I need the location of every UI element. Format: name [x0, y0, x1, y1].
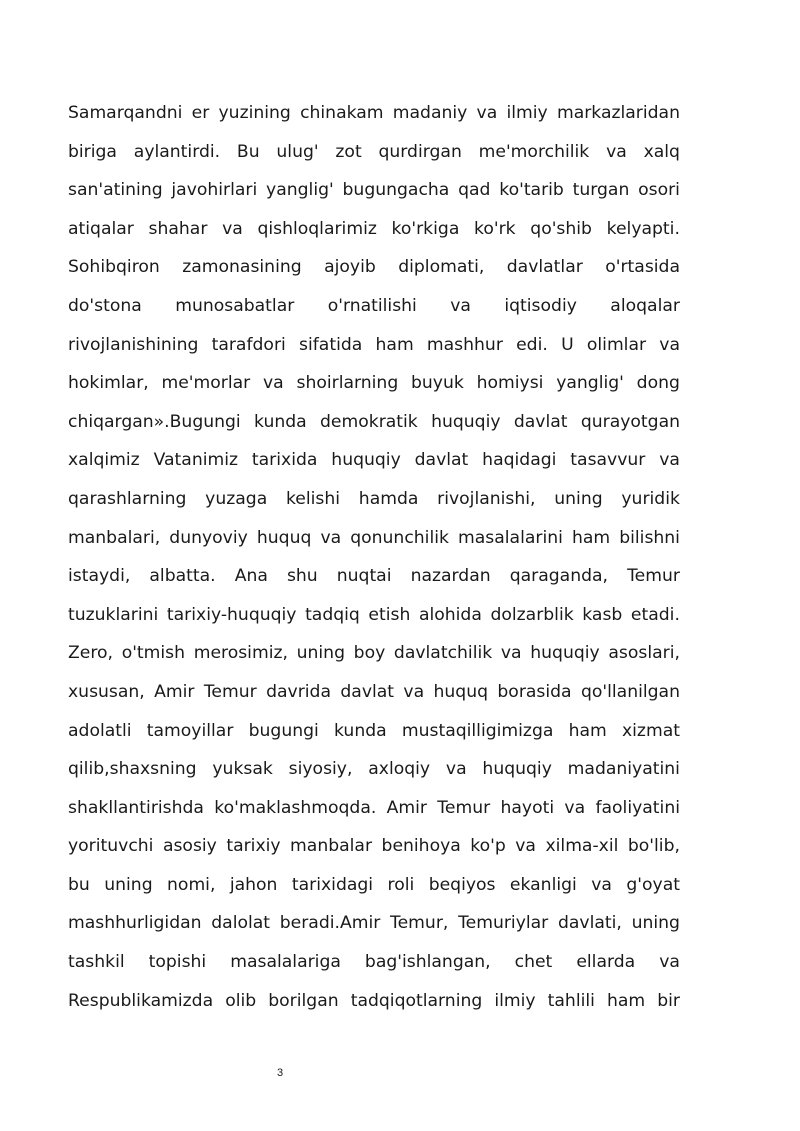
word: roli	[387, 874, 415, 895]
word: do'stona	[68, 295, 142, 316]
text-line	[68, 364, 680, 403]
text-line	[68, 866, 680, 905]
word: ko'rk	[474, 218, 516, 239]
word: asoslari,	[608, 643, 680, 664]
word: Temur,	[390, 913, 449, 934]
word: davlat	[513, 411, 568, 432]
word: tuzuklarini	[68, 604, 159, 625]
word: mashhur	[426, 334, 503, 355]
word: yuzaga	[205, 488, 268, 509]
word: Ana	[234, 566, 268, 587]
word: chet	[514, 952, 553, 973]
word: turgan	[572, 180, 630, 201]
word: borilgan	[268, 990, 339, 1011]
word: yanglig'	[556, 373, 624, 394]
word: bugungi	[248, 720, 319, 741]
word: dunyoviy	[169, 527, 248, 548]
word: demokratik	[320, 411, 418, 432]
word: huquq	[433, 681, 489, 702]
word: hayoti	[500, 797, 555, 818]
word: asosiy	[162, 836, 217, 857]
text-line	[68, 827, 680, 866]
text-line	[68, 750, 680, 789]
text-line	[68, 596, 680, 635]
text-line	[68, 634, 680, 673]
body-text	[68, 94, 680, 1020]
word: kasb	[582, 604, 623, 625]
word: diplomati,	[398, 257, 485, 278]
word: merosimiz,	[193, 643, 288, 664]
word: o'tmish	[121, 643, 186, 664]
word: yuksak	[212, 759, 273, 780]
word: va	[450, 295, 471, 316]
word: tarixida	[251, 450, 318, 471]
word: xalqimiz	[68, 450, 140, 471]
word: va	[222, 218, 243, 239]
word: Vatanimiz	[153, 450, 239, 471]
word: mashhurligidan	[68, 913, 202, 934]
word: etish	[368, 604, 411, 625]
word: benihoya	[381, 836, 461, 857]
word: uning	[554, 488, 603, 509]
text-line	[68, 789, 680, 828]
word: biriga	[68, 141, 117, 162]
word: uning	[631, 913, 680, 934]
word: munosabatlar	[175, 295, 295, 316]
word: kunda	[254, 411, 307, 432]
text-line	[68, 441, 680, 480]
word: san'atining	[68, 180, 163, 201]
word: ham	[375, 334, 414, 355]
word: davlati,	[557, 913, 622, 934]
word: nomi,	[167, 874, 216, 895]
word: huquqiy	[482, 759, 552, 780]
word: Bu	[236, 141, 260, 162]
word: va	[320, 527, 342, 548]
word: o'rtasida	[605, 257, 680, 278]
word: ekanligi	[509, 874, 577, 895]
word: buyuk	[411, 373, 464, 394]
text-line	[68, 248, 680, 287]
text-line	[68, 171, 680, 210]
word: ko'rkiga	[391, 218, 460, 239]
word: axloqiy	[368, 759, 431, 780]
word: homiysi	[476, 373, 544, 394]
word: U	[561, 334, 574, 355]
word: tahlili	[547, 990, 595, 1011]
word: shu	[286, 566, 318, 587]
word: yuzining	[218, 103, 291, 123]
word: Temur	[437, 797, 491, 818]
word: edi.	[516, 334, 548, 355]
word: qo'llanilgan	[580, 681, 680, 702]
word: Temuriylar	[458, 913, 549, 934]
word: jahon	[229, 874, 278, 895]
word: yorituvchi	[68, 836, 154, 857]
text-line	[68, 557, 680, 596]
word: ham	[568, 720, 607, 741]
word: tarixiy	[226, 836, 281, 857]
word: olimlar	[586, 334, 647, 355]
word: tarafdori	[211, 334, 286, 355]
word: bu	[68, 874, 90, 895]
word: dolzarblik	[490, 604, 574, 625]
text-line	[68, 287, 680, 326]
word: alohida	[418, 604, 482, 625]
word: Temur	[627, 566, 680, 587]
word: siyosiy,	[288, 759, 353, 780]
word: me'morchilik	[478, 141, 590, 162]
word: topishi	[148, 952, 207, 973]
word: albatta.	[149, 566, 216, 587]
word: bugungacha	[342, 180, 450, 201]
word: atiqalar	[68, 218, 134, 239]
word: davlat	[414, 450, 469, 471]
word: huquqiy	[530, 643, 600, 664]
word: olib	[225, 990, 257, 1011]
word: huquq	[256, 527, 312, 548]
word: ilmiy	[494, 990, 536, 1011]
text-line	[68, 712, 680, 751]
word: ham	[606, 990, 646, 1011]
word: aloqalar	[610, 295, 680, 316]
word: huquqiy	[331, 450, 401, 471]
word: tasavvur	[570, 450, 646, 471]
word: masalalarini	[458, 527, 563, 548]
word: Amir	[386, 797, 427, 818]
word: bag'ishlangan,	[364, 952, 491, 973]
word: etadi.	[630, 604, 680, 625]
word: ko'maklashmoqda.	[214, 797, 377, 818]
word: uning	[104, 874, 153, 895]
word: hokimlar,	[68, 373, 149, 394]
word: bilishni	[619, 527, 680, 548]
text-line	[68, 982, 680, 1021]
word: rivojlanishining	[68, 334, 199, 355]
word: va	[606, 141, 627, 162]
word: kelyapti.	[606, 218, 680, 239]
word: ham	[571, 527, 611, 548]
word: tadqiqotlarning	[350, 990, 483, 1011]
word: davlat	[340, 681, 395, 702]
text-line	[68, 519, 680, 558]
text-line	[68, 94, 680, 133]
word: uning	[296, 643, 345, 664]
word: Samarqandni	[68, 103, 183, 123]
word: qad	[458, 180, 491, 201]
word: markazlaridan	[556, 103, 680, 123]
word: qishloqlarimiz	[257, 218, 377, 239]
word: madaniyatini	[567, 759, 680, 780]
word: bo'lib,	[627, 836, 680, 857]
word: istaydi,	[68, 566, 131, 587]
word: kelishi	[285, 488, 341, 509]
word: mustaqilligimizga	[401, 720, 554, 741]
word: Sohibqiron	[68, 257, 160, 278]
word: me'morlar	[161, 373, 251, 394]
word: yanglig'	[266, 180, 334, 201]
word: qaraganda,	[509, 566, 609, 587]
word: qurdirgan	[378, 141, 462, 162]
word: iqtisodiy	[504, 295, 577, 316]
word: manbalar	[290, 836, 373, 857]
word: manbalari,	[68, 527, 161, 548]
word: va	[659, 952, 680, 973]
word: va	[403, 681, 425, 702]
word: tarixiy-huquqiy	[166, 604, 297, 625]
word: madaniy	[392, 103, 468, 123]
page-number: 3	[276, 1067, 284, 1079]
word: ellarda	[576, 952, 636, 973]
word: nazardan	[410, 566, 491, 587]
word: xalq	[643, 141, 680, 162]
word: shakllantirishda	[68, 797, 204, 818]
word: ilmiy	[506, 103, 548, 123]
word: ulug'	[276, 141, 319, 162]
word: beradi.Amir	[279, 913, 381, 934]
word: hamda	[358, 488, 419, 509]
word: ko'p	[470, 836, 506, 857]
word: va	[515, 836, 536, 857]
word: tadqiq	[305, 604, 360, 625]
word: er	[191, 103, 210, 123]
word: va	[476, 103, 498, 123]
text-line	[68, 904, 680, 943]
word: Temur	[203, 681, 257, 702]
text-line	[68, 210, 680, 249]
word: davlatchilik	[393, 643, 493, 664]
word: yuridik	[621, 488, 680, 509]
text-line	[68, 673, 680, 712]
word: shoirlarning	[296, 373, 399, 394]
word: o'rnatilishi	[327, 295, 417, 316]
word: nuqtai	[336, 566, 392, 587]
word: qurayotgan	[580, 411, 680, 432]
word: Zero,	[68, 643, 114, 664]
word: dalolat	[211, 913, 271, 934]
word: rivojlanishi,	[437, 488, 536, 509]
word: g'oyat	[626, 874, 680, 895]
word: huquqiy	[431, 411, 501, 432]
word: va	[659, 334, 680, 355]
word: xizmat	[621, 720, 680, 741]
word: xususan,	[68, 681, 145, 702]
text-line	[68, 403, 680, 442]
word: bir	[657, 990, 680, 1011]
word: va	[263, 373, 284, 394]
word: xilma-xil	[545, 836, 619, 857]
word: davrida	[266, 681, 331, 702]
text-line	[68, 480, 680, 519]
text-line	[68, 943, 680, 982]
word: aylantirdi.	[133, 141, 221, 162]
word: tamoyillar	[146, 720, 234, 741]
word: qo'shib	[530, 218, 592, 239]
word: qonunchilik	[350, 527, 449, 548]
word: va	[500, 643, 522, 664]
word: adolatli	[68, 720, 132, 741]
text-line	[68, 133, 680, 172]
word: dong	[636, 373, 680, 394]
word: beqiyos	[428, 874, 496, 895]
word: qilib,shaxsning	[68, 759, 197, 780]
word: qarashlarning	[68, 488, 187, 509]
word: Amir	[154, 681, 195, 702]
word: tarixidagi	[291, 874, 374, 895]
word: masalalariga	[230, 952, 341, 973]
word: sifatida	[299, 334, 363, 355]
word: va	[591, 874, 612, 895]
word: kunda	[334, 720, 387, 741]
word: Respublikamizda	[68, 990, 214, 1011]
word: ko'tarib	[499, 180, 564, 201]
word: faoliyatini	[595, 797, 680, 818]
word: shahar	[148, 218, 208, 239]
word: borasida	[497, 681, 572, 702]
text-line	[68, 326, 680, 365]
word: javohirlari	[171, 180, 258, 201]
word: zamonasining	[182, 257, 302, 278]
word: zot	[335, 141, 362, 162]
word: osori	[638, 180, 680, 201]
word: va	[445, 759, 467, 780]
word: ajoyib	[324, 257, 376, 278]
word: va	[564, 797, 586, 818]
word: haqidagi	[482, 450, 557, 471]
word: chinakam	[300, 103, 384, 123]
word: tashkil	[68, 952, 125, 973]
word: chiqargan».Bugungi	[68, 411, 241, 432]
word: va	[659, 450, 680, 471]
word: davlatlar	[506, 257, 583, 278]
word: boy	[353, 643, 386, 664]
